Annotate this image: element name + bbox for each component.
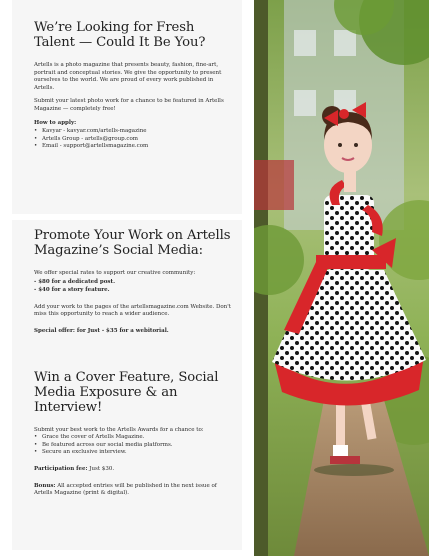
bonus-label: Bonus: — [34, 482, 56, 489]
apply-group-item[interactable]: • Artells Group - artells@group.com — [34, 136, 232, 144]
social-media-section — [34, 228, 232, 336]
awards-heading: Win a Cover Feature, Social Media Exposure & an Interview! — [34, 369, 219, 415]
awards-intro: Submit your best work to the Artells Awards for a chance to: — [34, 426, 204, 433]
how-to-apply-list — [34, 128, 232, 151]
website-paragraph: Add your work to the pages of the artellsmagazine.com Website. Don't miss this opportunity to reach a wider audience. — [34, 303, 231, 318]
fresh-talent-heading: We’re Looking for Fresh Talent — Could It Be You? — [34, 20, 206, 50]
awards-benefits-list — [34, 434, 232, 457]
fresh-talent-card — [12, 0, 242, 214]
benefit-interview: • Secure an exclusive interview. — [34, 449, 232, 457]
fee-label: Participation fee: — [34, 465, 88, 472]
feature-photo — [254, 0, 429, 556]
special-offer: Special offer: for Just - $35 for a webitorial. — [34, 327, 169, 334]
bonus-paragraph — [34, 483, 232, 498]
submit-paragraph: Submit your latest photo work for a chance to be featured in Artells Magazine — completely free! — [34, 98, 224, 112]
girl-polka-dot-dress-image — [254, 0, 429, 556]
bonus-text: All accepted entries will be published in the next issue of Artells Magazine (print & digital). — [34, 482, 217, 497]
participation-fee — [34, 466, 232, 474]
how-to-apply-label: How to apply: — [34, 119, 77, 126]
apply-email-item[interactable]: • Email - support@artellsmagazine.com — [34, 143, 232, 151]
rate-post: - $80 for a dedicated post. — [34, 278, 115, 285]
social-media-heading: Promote Your Work on Artells Magazine’s Social Media: — [34, 228, 231, 258]
fee-value: Just $30. — [89, 465, 115, 472]
apply-kavyar-item[interactable]: • Kavyar - kavyar.com/artells-magazine — [34, 128, 232, 136]
benefit-social: • Be featured across our social media platforms. — [34, 442, 232, 450]
rate-story: - $40 for a story feature. — [34, 287, 110, 294]
rates-intro: We offer special rates to support our creative community: — [34, 270, 196, 276]
benefit-cover: • Grace the cover of Artells Magazine. — [34, 434, 232, 442]
promotion-card — [12, 220, 242, 550]
awards-section — [34, 370, 232, 498]
intro-paragraph: Artells is a photo magazine that presents beauty, fashion, fine-art, portrait and conceptual stories. We give the opportunity to present ourselves to the world. We are proud of every work published in Artells. — [34, 62, 222, 91]
